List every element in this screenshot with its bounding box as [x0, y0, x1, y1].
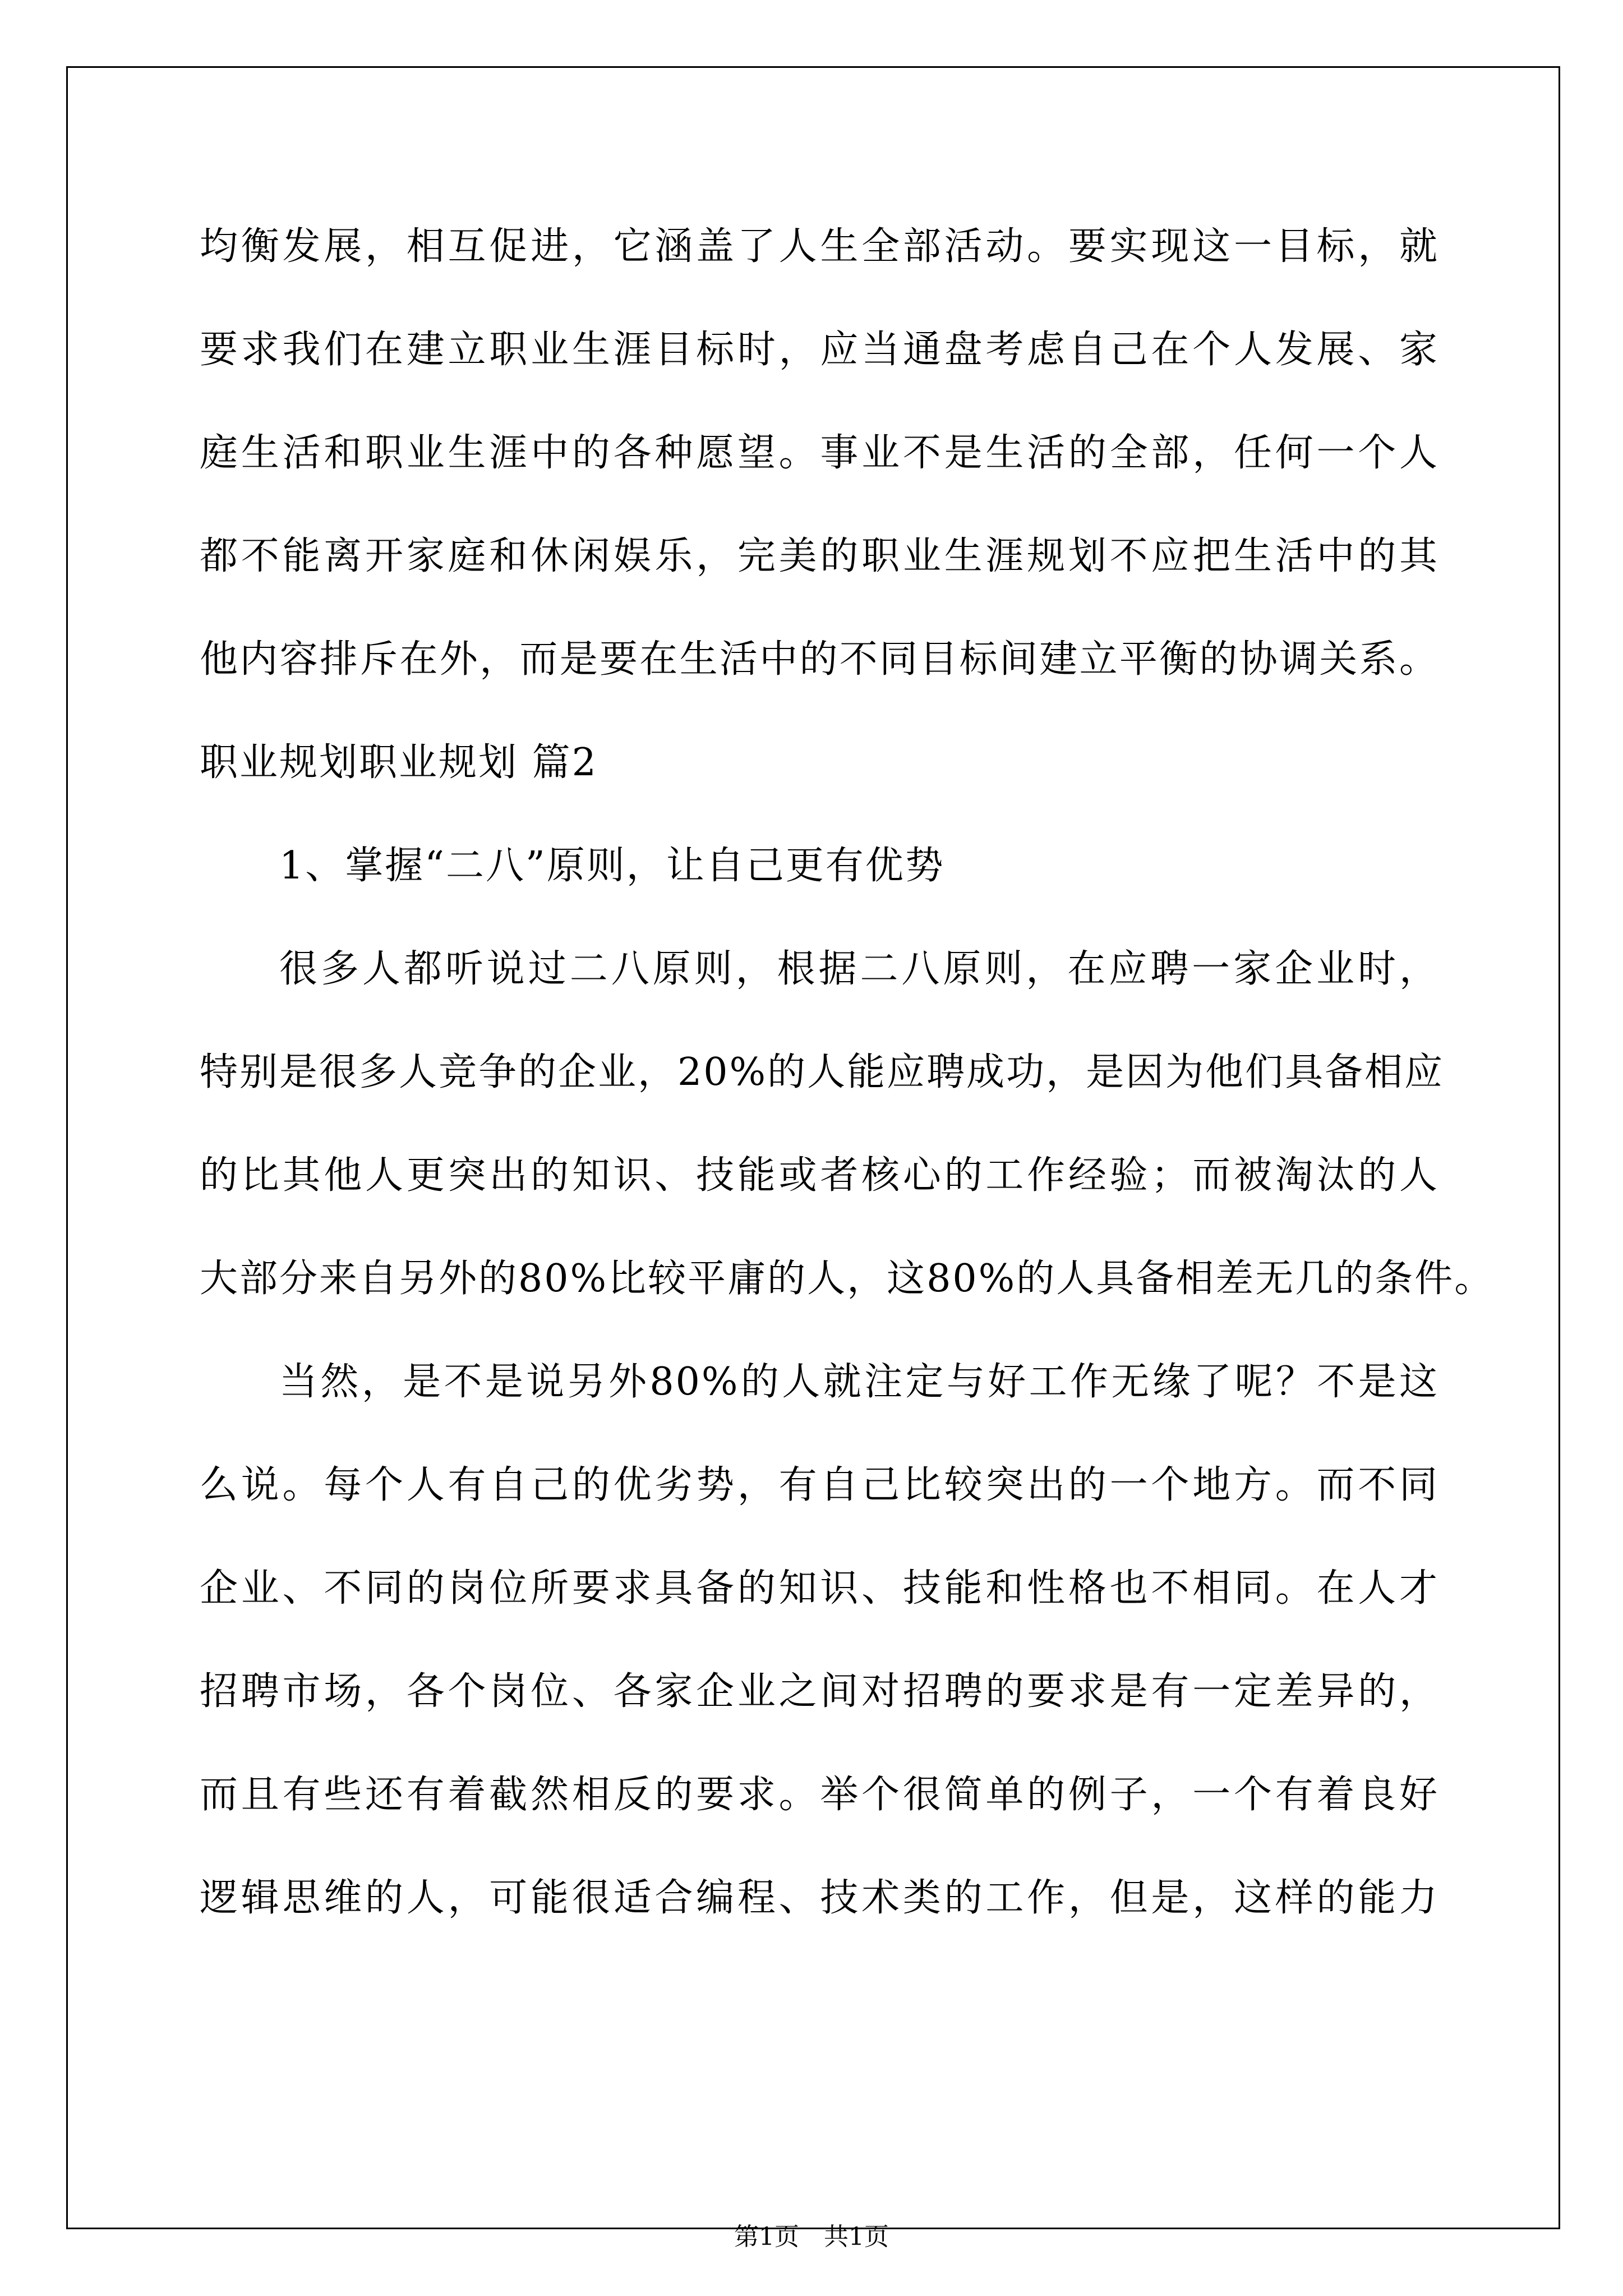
paragraph-line: 而且有些还有着截然相反的要求。举个很简单的例子，一个有着良好 — [200, 1773, 1439, 1817]
paragraph-line: 的比其他人更突出的知识、技能或者核心的工作经验；而被淘汰的人 — [200, 1153, 1439, 1198]
paragraph-line: 企业、不同的岗位所要求具备的知识、技能和性格也不相同。在人才 — [200, 1566, 1439, 1611]
paragraph-line: 大部分来自另外的80%比较平庸的人，这80%的人具备相差无几的条件。 — [200, 1257, 1495, 1301]
paragraph-line: 均衡发展，相互促进，它涵盖了人生全部活动。要实现这一目标，就 — [200, 224, 1439, 269]
paragraph-line: 他内容排斥在外，而是要在生活中的不同目标间建立平衡的协调关系。 — [200, 637, 1439, 682]
section-heading: 职业规划职业规划 篇2 — [200, 740, 598, 785]
paragraph-line: 很多人都听说过二八原则，根据二八原则，在应聘一家企业时， — [279, 947, 1439, 991]
page-footer: 第1页 共1页 — [734, 2223, 889, 2251]
paragraph-line: 逻辑思维的人，可能很适合编程、技术类的工作，但是，这样的能力 — [200, 1876, 1439, 1920]
paragraph-line: 庭生活和职业生涯中的各种愿望。事业不是生活的全部，任何一个人 — [200, 431, 1439, 475]
paragraph-line: 么说。每个人有自己的优劣势，有自己比较突出的一个地方。而不同 — [200, 1463, 1439, 1507]
paragraph-line: 招聘市场，各个岗位、各家企业之间对招聘的要求是有一定差异的， — [200, 1669, 1439, 1714]
paragraph-line: 要求我们在建立职业生涯目标时，应当通盘考虑自己在个人发展、家 — [200, 328, 1439, 372]
paragraph-line: 特别是很多人竞争的企业，20%的人能应聘成功，是因为他们具备相应 — [200, 1050, 1445, 1094]
subheading: 1、掌握“二八”原则，让自己更有优势 — [279, 844, 945, 888]
paragraph-line: 当然，是不是说另外80%的人就注定与好工作无缘了呢？不是这 — [279, 1360, 1439, 1404]
paragraph-line: 都不能离开家庭和休闲娱乐，完美的职业生涯规划不应把生活中的其 — [200, 534, 1439, 578]
